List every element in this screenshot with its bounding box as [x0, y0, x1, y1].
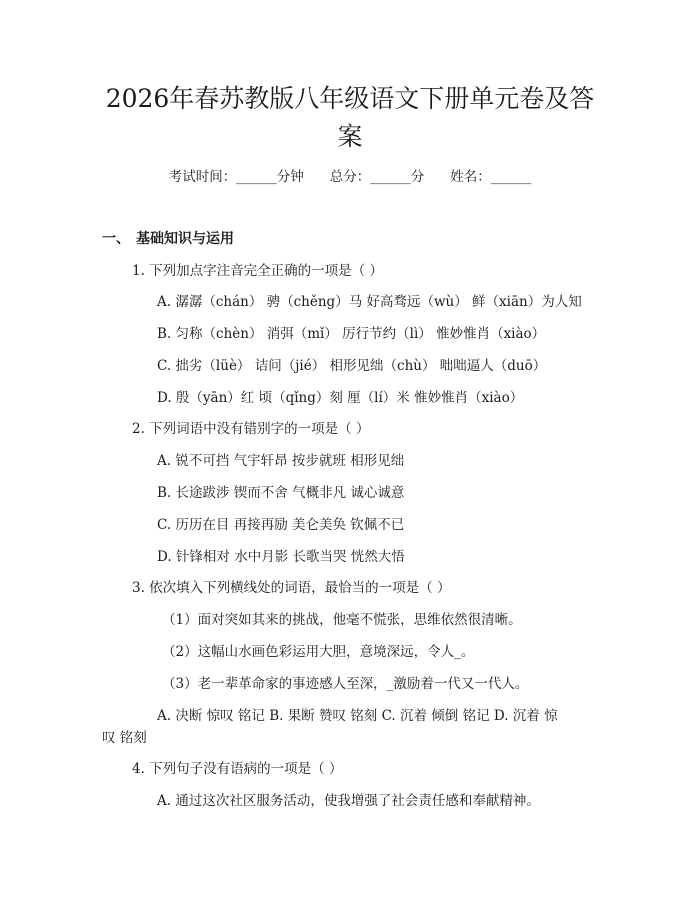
question-4-option-a: A. 通过这次社区服务活动，使我增强了社会责任感和奉献精神。: [157, 793, 540, 809]
question-3-stem: 3. 依次填入下列横线处的词语，最恰当的一项是（ ）: [132, 580, 451, 596]
exam-meta: [0, 167, 700, 187]
question-4-stem: 4. 下列句子没有语病的一项是（ ）: [132, 761, 343, 777]
question-3-blank-2: （2）这幅山水画色彩运用大胆，意境深远，令人_。: [162, 644, 475, 660]
question-2-option-b: B. 长途跋涉 锲而不舍 气概非凡 诚心诚意: [157, 485, 405, 501]
question-3-options-line-1: A. 决断 惊叹 铭记 B. 果断 赞叹 铭刻 C. 沉着 倾倒 铭记 D. 沉着 惊: [157, 708, 558, 724]
section-title: 基础知识与运用: [136, 231, 234, 247]
section-number: 一、: [102, 231, 130, 247]
question-2-option-c: C. 历历在目 再接再励 美仑美奂 钦佩不已: [157, 517, 405, 533]
student-name: 姓名：______: [450, 169, 532, 185]
question-2-option-d: D. 针锋相对 水中月影 长歌当哭 恍然大悟: [157, 549, 405, 565]
question-3-blank-1: （1）面对突如其来的挑战，他毫不慌张，思维依然很清晰。: [162, 612, 522, 628]
section-heading: [102, 229, 234, 249]
question-2-option-a: A. 锐不可挡 气宇轩昂 按步就班 相形见绌: [157, 453, 405, 469]
question-3-blank-3: （3）老一辈革命家的事迹感人至深，_激励着一代又一代人。: [162, 676, 529, 692]
question-1-option-a: A. 潺潺（chán） 骋（chěng）马 好高骛远（wù） 鲜（xiān）为人知: [157, 294, 582, 310]
question-1-stem: 1. 下列加点字注音完全正确的一项是（ ）: [132, 263, 383, 279]
exam-time: 考试时间：______分钟: [168, 169, 304, 185]
document-title: 2026年春苏教版八年级语文下册单元卷及答案: [105, 84, 595, 151]
question-1-option-d: D. 殷（yān）红 顷（qǐng）刻 厘（lí）米 惟妙惟肖（xiào）: [157, 390, 524, 406]
total-score: 总分：______分: [329, 169, 425, 185]
question-1-option-b: B. 匀称（chèn） 消弭（mǐ） 厉行节约（lì） 惟妙惟肖（xiào）: [157, 326, 546, 342]
question-1-option-c: C. 拙劣（lüè） 诘问（jié） 相形见绌（chù） 咄咄逼人（duō）: [157, 358, 547, 374]
question-3-options-line-2: 叹 铭刻: [102, 730, 147, 746]
question-2-stem: 2. 下列词语中没有错别字的一项是（ ）: [132, 421, 370, 437]
